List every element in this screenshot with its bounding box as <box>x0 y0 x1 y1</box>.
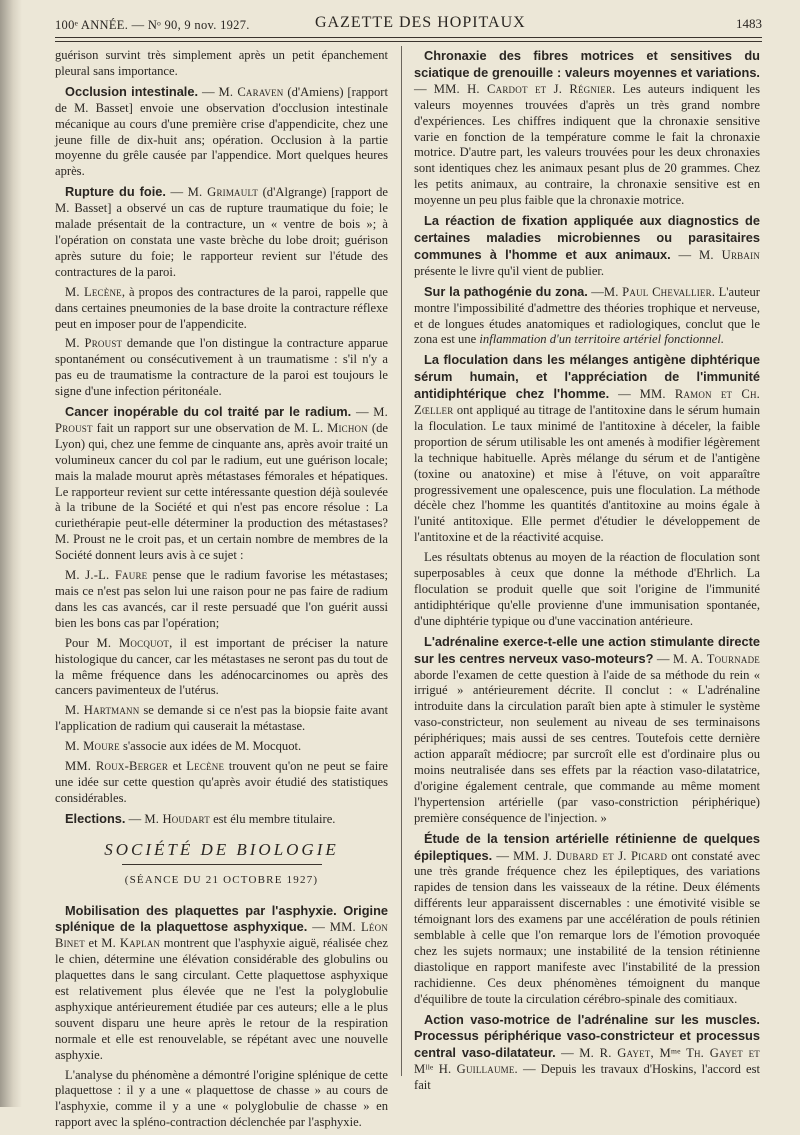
paragraph: M. Moure s'associe aux idées de M. Mocquot. <box>65 739 302 754</box>
paragraph-rupture: Rupture du foie. — M. Grimault (d'Algrange) [rapport de M. Basset] a observé un cas de rupture traumatique du foie; le malade présentait de la contracture, un « ventre de bois »; à l'opération on constata une vaste brèche du lobe droit; guérison après suture du foie; le rapporteur revient sur l'étude des contractures de la paroi. <box>55 184 388 279</box>
author-name: M. Mocquot <box>96 635 170 650</box>
paragraph-chronaxie: Chronaxie des fibres motrices et sensitives du sciatique de grenouille : valeurs moyennes et variations. — MM. H. Cardot et J. Régnier. Les auteurs indiquent les valeurs moyennes trouvées d'après un très grand nombre d'expériences. Les chiffres indiquent que la chronaxie sensitive varie en fonction de la température comme le fait la chronaxie motrice. D'autre part, les valeurs trouvées pour les deux chronaxies sont identiques chez les animaux pesant plus de 20 grammes. Chez les petits animaux, au contraire, la chronaxie sensitive est en moyenne un peu plus faible que la chronaxie motrice. <box>414 48 760 208</box>
subheading: Action vaso-motrice de l'adrénaline sur les muscles. Processus périphérique vaso-constricteur et processus central vaso-dilatateur. <box>414 1011 760 1061</box>
paragraph-plaquettes: Mobilisation des plaquettes par l'asphyxie. Origine splénique de la plaquettose asphyxique. — MM. Léon Binet et M. Kaplan montrent que l'asphyxie aiguë, réalisée chez le chien, détermine une élévation considérable des globulins ou plaquettes dans le sang circulant. Cette plaquettose asphyxique est relativement plus élevée que ne l'est la polyglobulie asphyxique antérieurement étudiée par ces auteurs; elle a le plus souvent disparu une heure après le retour de la respiration normale et elle est renouvelable, se répétant avec une nouvelle asphyxie. <box>55 902 389 1062</box>
paragraph-occlusion: Occlusion intestinale. — M. Caraven (d'Amiens) [rapport de M. Basset] envoie une observation d'occlusion intestinale mécanique au cours d'une première crise d'appendicite, chez une jeune fille de dix-huit ans; opération. Occlusion à la partie moyenne du grêle causée par l'appendice. Mort quelques heures après. <box>55 83 388 179</box>
author-name: M. J.-L. Faure <box>65 568 148 583</box>
column-divider <box>401 46 402 1076</box>
author-name: MM. Léon Binet <box>55 920 389 951</box>
binding-shadow <box>0 0 22 1107</box>
journal-title: GAZETTE DES HOPITAUX <box>315 14 526 31</box>
author-name: M. Paul Chevallier. <box>603 284 716 299</box>
header-rule <box>55 37 762 38</box>
header-rule-secondary <box>55 41 762 42</box>
author-name: Michon <box>327 420 368 435</box>
paragraph-tension: Étude de la tension artérielle rétinienne de quelques épileptiques. — MM. J. Dubard et J. Picard ont constaté avec une très grande fréquence chez les épileptiques, des variations rapides de tension dans les vaisseaux de la rétine. Deux éléments différents leur apparaissent discernables : une émotivité visible se témoignant lors des examens par une accélération de pouls rétinien semblable à celle que l'on remarque lors de l'émotion provoquée chez les sujets normaux; une instabilité de la tension rétinienne diastolique en rapport manifeste avec l'instabilité de la pression rachidienne. Ces deux phénomènes témoignent du manque d'équilibre de toute la circulation cérébro-spinale des comitiaux. <box>414 830 761 1006</box>
paragraph-adrenaline: L'adrénaline exerce-t-elle une action stimulante directe sur les centres nerveux vaso-moteurs? — M. A. Tournade aborde l'examen de cette question à l'aide de sa méthode du rein « irrigué » antérieurement décrite. Il conclut : « L'adrénaline introduite dans la circulation paraît bien apte à stimuler le système vaso-constricteur, non seulement au niveau de ses terminaisons périphériques; mais aussi de ses centres. Toutefois cette dernière action apparaît médiocre; par surcroît elle est d'ordinaire plus ou moins neutralisée dans ses effets par la réaction vaso-dilatatrice, d'origine également centrale, que commande au même moment l'hypertension artérielle (par vaso-constriction périphérique) première conséquence de l'injection. » <box>414 633 760 825</box>
author-name: Lecène <box>186 759 225 774</box>
paragraph-vasomotrice: Action vaso-motrice de l'adrénaline sur les muscles. Processus périphérique vaso-constricteur et processus central vaso-dilatateur. — M. R. Gayet, Mᵐᵉ Th. Gayet et Mˡˡᵉ H. Guillaume. — Depuis les travaux d'Hoskins, l'accord est fait <box>414 1011 761 1093</box>
author-name: M. Hartmann <box>65 703 140 718</box>
subheading: Cancer inopérable du col traité par le radium. <box>65 404 352 420</box>
author-name: M. R. Gayet, Mᵐᵉ Th. Gayet et Mˡˡᵉ H. Guillaume. <box>414 1046 761 1077</box>
author-name: M. Caraven <box>218 84 284 99</box>
subheading: L'adrénaline exerce-t-elle une action stimulante directe sur les centres nerveux vaso-moteurs? <box>414 633 760 666</box>
author-name: M. Moure <box>65 739 120 754</box>
author-name: M. Proust <box>65 336 123 351</box>
paragraph: L'analyse du phénomène a démontré l'origine splénique de cette plaquettose : il y a une « plaquettose de chasse » au cours de l'asphyxie, comme il y a une « polyglobulie de chasse » en rapport avec la spléno-contraction déclenchée par l'asphyxie. <box>55 1067 388 1130</box>
section-title: SOCIÉTÉ DE BIOLOGIE <box>104 839 339 859</box>
paragraph-elections: Elections. — M. Houdart est élu membre titulaire. <box>65 810 336 826</box>
paragraph: MM. Roux-Berger et Lecène trouvent qu'on ne peut se faire une idée sur cette question qu'après avoir étudié des statistiques considérables. <box>55 759 388 805</box>
paragraph-zona: Sur la pathogénie du zona. —M. Paul Chevallier. L'auteur montre l'impossibilité d'admettre des théories trophique et nerveuse, et de longues études anatomiques et radiologiques, conclut que le zona est une inflammation d'un territoire artériel fonctionnel. <box>414 283 760 347</box>
subheading: Elections. <box>65 810 126 826</box>
author-name: M. Kaplan <box>101 936 161 951</box>
subheading: Rupture du foie. <box>65 184 166 200</box>
author-name: M. Proust <box>55 405 389 435</box>
subheading: Chronaxie des fibres motrices et sensitives du sciatique de grenouille : valeurs moyennes et variations. <box>414 48 760 80</box>
emphasis: inflammation d'un territoire artériel fonctionnel. <box>479 332 725 347</box>
paragraph: M. J.-L. Faure pense que le radium favorise les métastases; mais ce n'est pas selon lui une raison pour ne pas faire de radium dans les cas avancés, car il reste persuadé que l'on guérit aussi bien les bons cas par l'opération; <box>55 568 388 630</box>
author-name: M. Lecène <box>65 284 122 299</box>
author-name: MM. Roux-Berger <box>65 759 169 774</box>
author-name: MM. J. Dubard et J. Picard <box>513 848 668 863</box>
issue-info: 100ᵉ ANNÉE. — Nᵒ 90, 9 nov. 1927. <box>55 18 250 32</box>
session-date: (SÉANCE DU 21 OCTOBRE 1927) <box>124 873 319 886</box>
author-name: MM. Ramon et Ch. Zœller <box>414 387 761 418</box>
subheading: La réaction de fixation appliquée aux diagnostics de certaines maladies microbiennes ou parasitaires communes à l'homme et aux animaux. <box>414 213 760 262</box>
paragraph: Pour M. Mocquot, il est important de préciser la nature histologique du cancer, car les métastases ne seront pas du tout de la même fréquence dans les adénocarcinomes ou après des cancers pavimenteux de l'utérus. <box>55 635 388 698</box>
paragraph-cancer: Cancer inopérable du col traité par le radium. — M. Proust fait un rapport sur une observation de M. L. Michon (de Lyon) qui, chez une femme de cinquante ans, après avoir traité un volumineux cancer du col par le radium, eut une guérison locale; mais la malade mourut après métastases fémorales et hépatiques. Le rapporteur revient sur cette intéressante question déjà soulevée à la tribune de la Société et qui n'est pas encore résolue : La curiethérapie peut-elle déterminer la production des métastases? M. Proust ne le croit pas, et un certain nombre de membres de la Société donnent leurs avis à ce sujet : <box>55 404 389 563</box>
subheading: Occlusion intestinale. <box>65 83 199 99</box>
paragraph: M. Hartmann se demande si ce n'est pas la biopsie faite avant l'application de radium qui causerait la métastase. <box>55 703 388 734</box>
section-rule <box>122 864 322 865</box>
subheading: Mobilisation des plaquettes par l'asphyxie. Origine splénique de la plaquettose asphyxique. <box>55 902 388 935</box>
paragraph-fixation: La réaction de fixation appliquée aux diagnostics de certaines maladies microbiennes ou parasitaires communes à l'homme et aux animaux. — M. Urbain présente le livre qu'il vient de publier. <box>414 213 760 278</box>
author-name: M. Houdart <box>144 811 210 826</box>
paragraph: guérison survint très simplement après un petit épanchement pleural sans importance. <box>55 48 388 78</box>
author-name: M. Grimault <box>187 185 259 200</box>
paragraph: M. Proust demande que l'on distingue la contracture apparue spontanément ou consécutivement à un traumatisme : s'il n'y a pas eu de traumatisme la contracture de la paroi est toujours le signe d'une infection péritonéale. <box>55 336 388 399</box>
paragraph-floculation: La floculation dans les mélanges antigène diphtérique sérum humain, et l'appréciation de l'immunité antidiphtérique chez l'homme. — MM. Ramon et Ch. Zœller ont appliqué au titrage de l'antitoxine dans le sérum humain la floculation. Le taux minimé de l'antitoxine à déceler, la faible proportion de sérum utilisable les ont amenés à modifier légèrement la technique habituelle. Après mélange du sérum et de l'antigène (toxine ou anatoxine) et mise à l'étuve, on voit apparaître progressivement une opalescence, puis une floculation. La méthode décèle chez l'homme les quantités d'antitoxine au moins égale à l'unité antitoxique. Elle permet d'étudier le développement de l'antitoxine et de la réactivité acquise. <box>414 352 761 545</box>
running-header <box>55 10 762 36</box>
subheading: Sur la pathogénie du zona. <box>424 283 588 299</box>
paragraph: M. Lecène, à propos des contractures de la paroi, rappelle que dans certaines pneumonies de la base droite la contracture réflexe peut en imposer pour de l'appendicite. <box>55 284 388 331</box>
paragraph: Les résultats obtenus au moyen de la réaction de floculation sont superposables à ceux que donne la méthode d'Ehrlich. La floculation se produit quelle que soit l'origine de l'immunité antidiphtérique qu'elle provienne d'une immunisation spontanée, d'une diphtérie typique ou d'une vaccination antérieure. <box>414 550 760 628</box>
right-column <box>414 48 760 1098</box>
left-column <box>55 48 388 1135</box>
subheading: La floculation dans les mélanges antigène diphtérique sérum humain, et l'appréciation de l'immunité antidiphtérique chez l'homme. <box>414 352 760 402</box>
page-number: 1483 <box>736 16 762 31</box>
author-name: MM. H. Cardot et J. Régnier. <box>433 81 616 96</box>
subheading: Étude de la tension artérielle rétinienne de quelques épileptiques. <box>414 830 760 863</box>
author-name: M. Urbain <box>698 247 760 262</box>
author-name: M. A. Tournade <box>672 651 760 666</box>
